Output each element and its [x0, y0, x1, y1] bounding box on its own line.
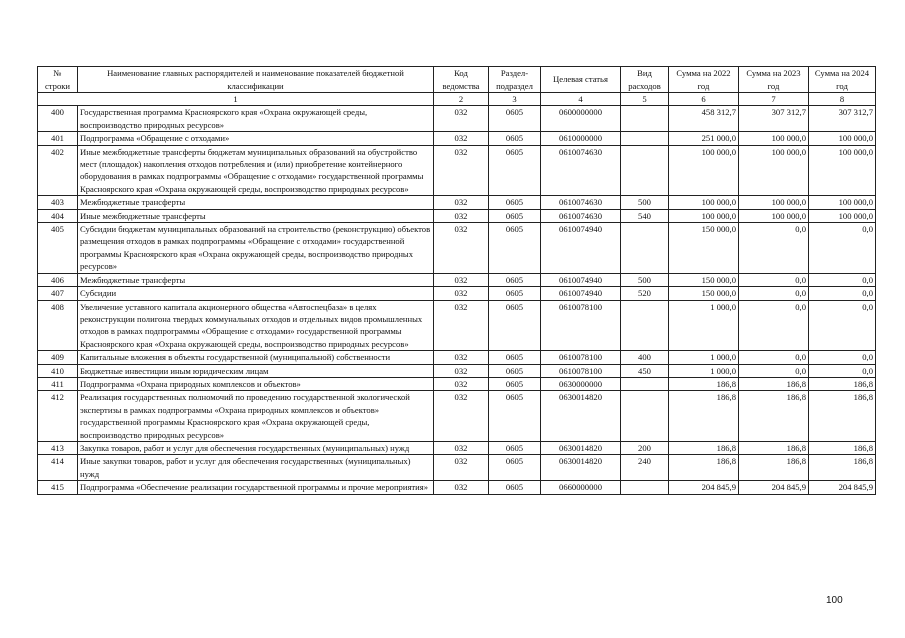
row-sum-2023: 0,0 [739, 300, 809, 351]
row-section: 0605 [489, 287, 541, 300]
row-number: 405 [38, 223, 78, 274]
row-number: 407 [38, 287, 78, 300]
row-sum-2023: 100 000,0 [739, 145, 809, 196]
header-sum-2023: Сумма на 2023 год [739, 67, 809, 93]
row-sum-2024: 100 000,0 [809, 196, 876, 209]
table-row [38, 481, 876, 494]
row-sum-2022: 1 000,0 [669, 364, 739, 377]
header-target-article: Целевая статья [541, 67, 621, 93]
page-number: 100 [826, 595, 843, 606]
row-sum-2024: 0,0 [809, 300, 876, 351]
row-department-code: 032 [434, 273, 489, 286]
header-sum-2024: Сумма на 2024 год [809, 67, 876, 93]
row-section: 0605 [489, 196, 541, 209]
row-name: Бюджетные инвестиции иным юридическим лицам [78, 364, 434, 377]
row-target-article: 0610074940 [541, 287, 621, 300]
row-sum-2022: 186,8 [669, 441, 739, 454]
row-expense-type [621, 377, 669, 390]
row-section: 0605 [489, 300, 541, 351]
row-section: 0605 [489, 273, 541, 286]
row-department-code: 032 [434, 441, 489, 454]
row-department-code: 032 [434, 364, 489, 377]
row-target-article: 0610074940 [541, 223, 621, 274]
row-section: 0605 [489, 441, 541, 454]
row-expense-type: 450 [621, 364, 669, 377]
row-section: 0605 [489, 132, 541, 145]
header-row [38, 67, 876, 93]
row-name: Субсидии [78, 287, 434, 300]
row-sum-2022: 186,8 [669, 391, 739, 442]
row-expense-type [621, 481, 669, 494]
row-department-code: 032 [434, 145, 489, 196]
table-row [38, 209, 876, 222]
row-name: Иные межбюджетные трансферты бюджетам муниципальных образований на обустройство мест (площадок) накопления отходов потребления и (или) приобретение контейнерного оборудования в рамках подпрограммы «Обращение с отходами» государственной программы Красноярского края «Охрана окружающей среды, воспроизводство природных ресурсов» [78, 145, 434, 196]
row-expense-type: 500 [621, 196, 669, 209]
row-sum-2024: 100 000,0 [809, 145, 876, 196]
row-target-article: 0600000000 [541, 106, 621, 132]
row-sum-2024: 0,0 [809, 287, 876, 300]
header-expense-type: Вид расходов [621, 67, 669, 93]
row-section: 0605 [489, 351, 541, 364]
row-number: 400 [38, 106, 78, 132]
column-number-4: 4 [541, 93, 621, 106]
row-number: 408 [38, 300, 78, 351]
row-expense-type [621, 132, 669, 145]
row-target-article: 0630014820 [541, 441, 621, 454]
row-sum-2024: 307 312,7 [809, 106, 876, 132]
row-section: 0605 [489, 377, 541, 390]
row-target-article: 0630014820 [541, 455, 621, 481]
row-expense-type [621, 145, 669, 196]
row-name: Иные межбюджетные трансферты [78, 209, 434, 222]
table-row [38, 377, 876, 390]
row-department-code: 032 [434, 287, 489, 300]
row-name: Подпрограмма «Обращение с отходами» [78, 132, 434, 145]
row-sum-2024: 186,8 [809, 377, 876, 390]
row-sum-2022: 100 000,0 [669, 209, 739, 222]
row-section: 0605 [489, 145, 541, 196]
row-sum-2022: 186,8 [669, 377, 739, 390]
row-sum-2023: 0,0 [739, 364, 809, 377]
row-number: 413 [38, 441, 78, 454]
column-number-5: 5 [621, 93, 669, 106]
row-sum-2023: 0,0 [739, 287, 809, 300]
row-number: 411 [38, 377, 78, 390]
row-section: 0605 [489, 481, 541, 494]
row-sum-2023: 186,8 [739, 377, 809, 390]
row-sum-2023: 186,8 [739, 455, 809, 481]
row-number: 404 [38, 209, 78, 222]
row-sum-2022: 150 000,0 [669, 273, 739, 286]
row-sum-2024: 0,0 [809, 351, 876, 364]
row-expense-type: 500 [621, 273, 669, 286]
row-sum-2023: 186,8 [739, 441, 809, 454]
row-target-article: 0610074630 [541, 196, 621, 209]
row-name: Субсидии бюджетам муниципальных образований на строительство (реконструкцию) объектов размещения отходов в рамках подпрограммы «Обращение с отходами» государственной программы Красноярского края «Охрана окружающей среды, воспроизводство природных ресурсов» [78, 223, 434, 274]
column-number-6: 6 [669, 93, 739, 106]
row-sum-2022: 204 845,9 [669, 481, 739, 494]
row-expense-type: 540 [621, 209, 669, 222]
table-row [38, 106, 876, 132]
table-row [38, 145, 876, 196]
row-department-code: 032 [434, 391, 489, 442]
row-expense-type: 520 [621, 287, 669, 300]
row-number: 409 [38, 351, 78, 364]
row-department-code: 032 [434, 455, 489, 481]
header-sum-2022: Сумма на 2022 год [669, 67, 739, 93]
row-number: 412 [38, 391, 78, 442]
row-sum-2024: 186,8 [809, 391, 876, 442]
header-name: Наименование главных распорядителей и наименование показателей бюджетной классификации [78, 67, 434, 93]
table-row [38, 300, 876, 351]
row-target-article: 0610078100 [541, 364, 621, 377]
row-sum-2024: 100 000,0 [809, 132, 876, 145]
table-row [38, 223, 876, 274]
row-sum-2022: 186,8 [669, 455, 739, 481]
column-number-7: 7 [739, 93, 809, 106]
row-expense-type: 200 [621, 441, 669, 454]
row-sum-2022: 100 000,0 [669, 196, 739, 209]
row-number: 414 [38, 455, 78, 481]
row-expense-type: 400 [621, 351, 669, 364]
row-sum-2022: 150 000,0 [669, 223, 739, 274]
row-name: Реализация государственных полномочий по проведению государственной экологической экспертизы в рамках подпрограммы «Охрана природных комплексов и объектов» государственной программы Красноярского края «Охрана окружающей среды, воспроизводство природных ресурсов» [78, 391, 434, 442]
row-name: Закупка товаров, работ и услуг для обеспечения государственных (муниципальных) нужд [78, 441, 434, 454]
row-department-code: 032 [434, 351, 489, 364]
row-section: 0605 [489, 106, 541, 132]
row-expense-type [621, 106, 669, 132]
row-sum-2023: 307 312,7 [739, 106, 809, 132]
header-section: Раздел-подраздел [489, 67, 541, 93]
header-row-number: № строки [38, 67, 78, 93]
row-sum-2024: 0,0 [809, 273, 876, 286]
row-sum-2024: 186,8 [809, 441, 876, 454]
row-sum-2024: 0,0 [809, 364, 876, 377]
row-target-article: 0610000000 [541, 132, 621, 145]
table-row [38, 132, 876, 145]
row-expense-type [621, 391, 669, 442]
row-number: 406 [38, 273, 78, 286]
table-row [38, 364, 876, 377]
row-sum-2024: 100 000,0 [809, 209, 876, 222]
row-name: Увеличение уставного капитала акционерного общества «Автоспецбаза» в целях реконструкции полигона твердых коммунальных отходов и отдельных видов промышленных отходов в рамках подпрограммы «Обращение с отходами» государственной программы Красноярского края «Охрана окружающей среды, воспроизводство природных ресурсов» [78, 300, 434, 351]
row-name: Подпрограмма «Обеспечение реализации государственной программы и прочие мероприятия» [78, 481, 434, 494]
row-target-article: 0610074630 [541, 209, 621, 222]
row-sum-2024: 186,8 [809, 455, 876, 481]
row-department-code: 032 [434, 196, 489, 209]
column-numbers-row [38, 93, 876, 106]
row-number: 403 [38, 196, 78, 209]
row-name: Межбюджетные трансферты [78, 196, 434, 209]
table-row [38, 196, 876, 209]
table-row [38, 351, 876, 364]
row-number: 415 [38, 481, 78, 494]
row-target-article: 0610074940 [541, 273, 621, 286]
row-number: 410 [38, 364, 78, 377]
row-name: Межбюджетные трансферты [78, 273, 434, 286]
row-target-article: 0660000000 [541, 481, 621, 494]
column-number-8: 8 [809, 93, 876, 106]
row-sum-2022: 458 312,7 [669, 106, 739, 132]
row-sum-2024: 204 845,9 [809, 481, 876, 494]
row-expense-type: 240 [621, 455, 669, 481]
row-name: Подпрограмма «Охрана природных комплексов и объектов» [78, 377, 434, 390]
row-sum-2023: 0,0 [739, 351, 809, 364]
row-target-article: 0610074630 [541, 145, 621, 196]
row-sum-2022: 150 000,0 [669, 287, 739, 300]
row-department-code: 032 [434, 300, 489, 351]
row-section: 0605 [489, 223, 541, 274]
row-sum-2022: 1 000,0 [669, 300, 739, 351]
row-name: Государственная программа Красноярского края «Охрана окружающей среды, воспроизводство природных ресурсов» [78, 106, 434, 132]
row-sum-2024: 0,0 [809, 223, 876, 274]
row-expense-type [621, 223, 669, 274]
row-department-code: 032 [434, 132, 489, 145]
row-number: 401 [38, 132, 78, 145]
budget-table [37, 66, 876, 495]
row-sum-2022: 1 000,0 [669, 351, 739, 364]
row-name: Иные закупки товаров, работ и услуг для обеспечения государственных (муниципальных) нужд [78, 455, 434, 481]
row-sum-2023: 0,0 [739, 273, 809, 286]
row-department-code: 032 [434, 377, 489, 390]
row-sum-2023: 100 000,0 [739, 132, 809, 145]
table-row [38, 455, 876, 481]
table-row [38, 391, 876, 442]
row-target-article: 0610078100 [541, 300, 621, 351]
row-sum-2023: 100 000,0 [739, 209, 809, 222]
column-number-1: 1 [38, 93, 434, 106]
row-expense-type [621, 300, 669, 351]
row-department-code: 032 [434, 106, 489, 132]
table-row [38, 287, 876, 300]
table-row [38, 273, 876, 286]
row-sum-2022: 100 000,0 [669, 145, 739, 196]
row-department-code: 032 [434, 223, 489, 274]
row-sum-2022: 251 000,0 [669, 132, 739, 145]
row-number: 402 [38, 145, 78, 196]
row-sum-2023: 204 845,9 [739, 481, 809, 494]
column-number-2: 2 [434, 93, 489, 106]
row-section: 0605 [489, 209, 541, 222]
row-section: 0605 [489, 455, 541, 481]
header-department-code: Код ведомства [434, 67, 489, 93]
row-sum-2023: 100 000,0 [739, 196, 809, 209]
row-department-code: 032 [434, 209, 489, 222]
row-name: Капитальные вложения в объекты государственной (муниципальной) собственности [78, 351, 434, 364]
row-sum-2023: 0,0 [739, 223, 809, 274]
column-number-3: 3 [489, 93, 541, 106]
table-row [38, 441, 876, 454]
row-section: 0605 [489, 364, 541, 377]
row-section: 0605 [489, 391, 541, 442]
row-target-article: 0630000000 [541, 377, 621, 390]
row-sum-2023: 186,8 [739, 391, 809, 442]
row-target-article: 0610078100 [541, 351, 621, 364]
row-target-article: 0630014820 [541, 391, 621, 442]
row-department-code: 032 [434, 481, 489, 494]
